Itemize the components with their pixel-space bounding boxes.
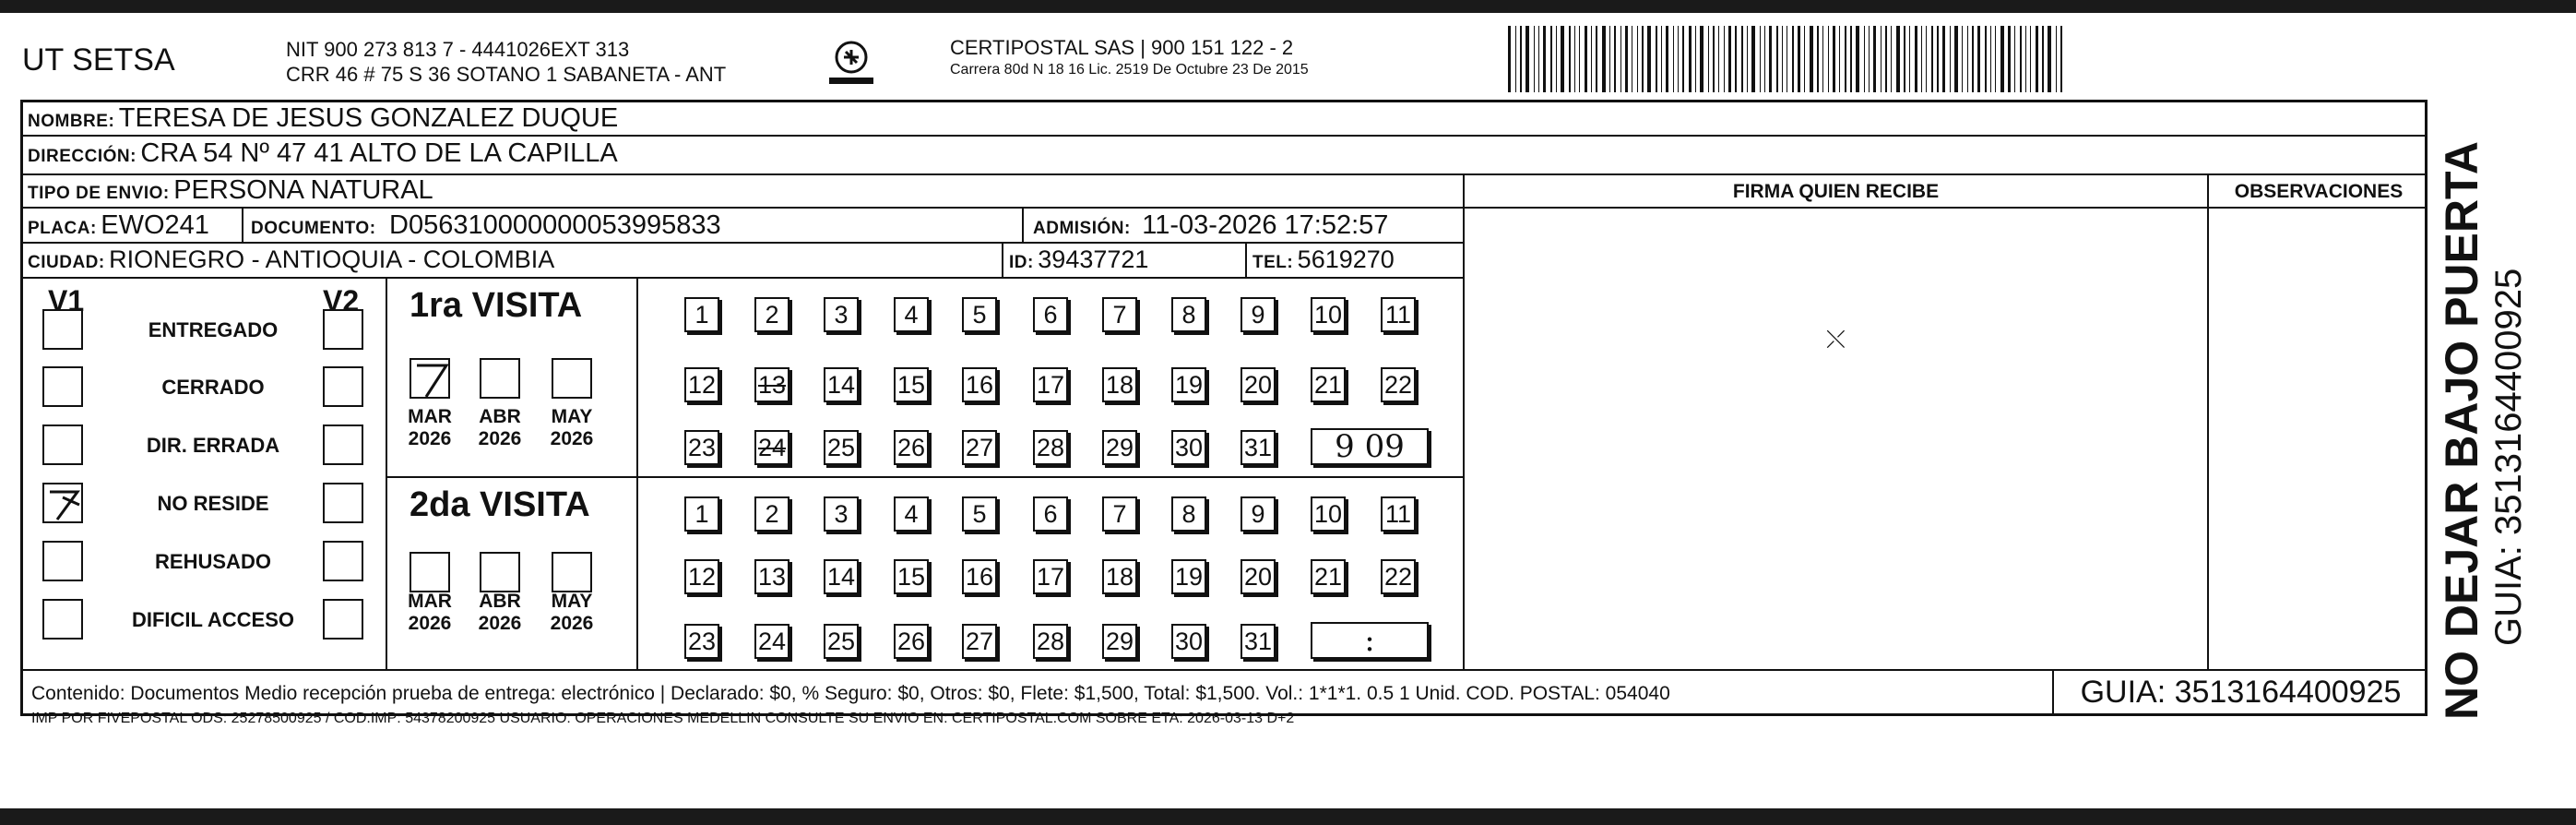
- v1-checkbox[interactable]: [42, 599, 83, 640]
- id-label: ID:: [1009, 253, 1034, 272]
- month-label: [400, 591, 459, 635]
- tel-value: 5619270: [1297, 245, 1395, 273]
- day-box-29[interactable]: 29: [1102, 624, 1137, 659]
- admission-field: [1033, 210, 1388, 241]
- v1-checkbox[interactable]: [42, 541, 83, 581]
- month-year: 2026: [550, 428, 594, 449]
- status-option-label: CERRADO: [161, 376, 265, 399]
- status-option-label: REHUSADO: [155, 550, 271, 573]
- divider: [1245, 242, 1247, 277]
- carrier-license: Carrera 80d N 18 16 Lic. 2519 De Octubre 23 De 2015: [950, 62, 1309, 78]
- day-box-31[interactable]: 31: [1241, 430, 1276, 465]
- day-box-21[interactable]: 21: [1311, 559, 1346, 594]
- month-checkbox-abr[interactable]: [480, 552, 520, 592]
- month-label: [470, 591, 529, 635]
- day-box-18[interactable]: 18: [1102, 367, 1137, 402]
- divider: [1002, 242, 1003, 277]
- day-box-10[interactable]: 10: [1311, 496, 1346, 532]
- day-box-31[interactable]: 31: [1241, 624, 1276, 659]
- carrier-info: [950, 37, 1309, 81]
- content-description: Contenido: Documentos Medio recepción prueba de entrega: electrónico | Declarado: $0, % Seguro: $0, Otros: $0, Flete: $1,500, Total: $1,500. Vol.: 1*1*1. 0.5 1 Unid. COD. POSTAL: 054040: [31, 683, 1670, 704]
- day-box-30[interactable]: 30: [1171, 624, 1206, 659]
- day-box-22[interactable]: 22: [1381, 367, 1416, 402]
- admission-value: 11-03-2026 17:52:57: [1142, 210, 1389, 240]
- month-year: 2026: [408, 613, 452, 634]
- v1-checkbox[interactable]: [42, 309, 83, 350]
- v2-checkbox[interactable]: [323, 424, 363, 465]
- v2-checkbox[interactable]: [323, 366, 363, 407]
- plate-field: [28, 210, 209, 241]
- v1-header: V1: [48, 284, 85, 317]
- document-value: D056310000000053995833: [389, 210, 721, 240]
- observations-column-title: OBSERVACIONES: [2234, 181, 2404, 202]
- day-box-9[interactable]: 9: [1241, 496, 1276, 532]
- v2-checkbox[interactable]: [323, 483, 363, 523]
- barcode: [1508, 26, 2209, 92]
- day-box-20[interactable]: 20: [1241, 559, 1276, 594]
- day-box-24-marked[interactable]: 24: [754, 430, 789, 465]
- day-box-7[interactable]: 7: [1102, 297, 1137, 332]
- city-label: CIUDAD:: [28, 253, 105, 272]
- day-box-2[interactable]: 2: [754, 496, 789, 532]
- signature-column-title: FIRMA QUIEN RECIBE: [1732, 181, 1940, 202]
- month-name: MAR: [408, 591, 452, 612]
- day-box-4[interactable]: 4: [894, 496, 929, 532]
- day-box-13[interactable]: 13: [754, 559, 789, 594]
- status-option-label: DIFICIL ACCESO: [131, 608, 294, 631]
- divider: [242, 207, 243, 242]
- day-box-26[interactable]: 26: [894, 430, 929, 465]
- admission-label: ADMISIÓN:: [1033, 219, 1131, 238]
- type-row: [28, 175, 433, 206]
- day-box-22[interactable]: 22: [1381, 559, 1416, 594]
- day-box-19[interactable]: 19: [1171, 559, 1206, 594]
- company-name: UT SETSA: [22, 42, 175, 78]
- company-address: CRR 46 # 75 S 36 SOTANO 1 SABANETA - ANT: [286, 63, 727, 86]
- day-box-17[interactable]: 17: [1033, 367, 1068, 402]
- tel-label: TEL:: [1252, 253, 1294, 272]
- address-label: DIRECCIÓN:: [28, 147, 137, 166]
- divider: [636, 277, 638, 670]
- month-year: 2026: [478, 428, 522, 449]
- address-row: [28, 138, 618, 169]
- day-box-11[interactable]: 11: [1381, 297, 1416, 332]
- id-field: [1009, 245, 1148, 274]
- day-box-20[interactable]: 20: [1241, 367, 1276, 402]
- status-option-label: DIR. ERRADA: [146, 434, 280, 457]
- month-name: ABR: [479, 591, 521, 612]
- month-label: [542, 406, 601, 450]
- v2-checkbox[interactable]: [323, 309, 363, 350]
- day-box-13-marked[interactable]: 13: [754, 367, 789, 402]
- company-nit: NIT 900 273 813 7 - 4441026EXT 313: [286, 38, 630, 61]
- document-label: DOCUMENTO:: [251, 219, 376, 238]
- visit-time-box[interactable]: :: [1311, 622, 1429, 659]
- day-box-11[interactable]: 11: [1381, 496, 1416, 532]
- day-box-23[interactable]: 23: [684, 430, 719, 465]
- day-box-28[interactable]: 28: [1033, 430, 1068, 465]
- divider: [386, 277, 387, 670]
- day-box-6[interactable]: 6: [1033, 496, 1068, 532]
- day-box-12[interactable]: 12: [684, 559, 719, 594]
- visit1-title: 1ra VISITA: [410, 286, 583, 325]
- day-box-2[interactable]: 2: [754, 297, 789, 332]
- document-field: [251, 210, 721, 241]
- month-checkbox-may[interactable]: [552, 552, 592, 592]
- month-label: [400, 406, 459, 450]
- day-box-7[interactable]: 7: [1102, 496, 1137, 532]
- id-value: 39437721: [1038, 245, 1149, 273]
- day-box-3[interactable]: 3: [824, 496, 859, 532]
- day-box-5[interactable]: 5: [962, 496, 997, 532]
- status-option-label: ENTREGADO: [148, 318, 279, 341]
- certipostal-logo: [824, 37, 879, 92]
- day-box-18[interactable]: 18: [1102, 559, 1137, 594]
- day-box-27[interactable]: 27: [962, 430, 997, 465]
- month-checkbox-mar[interactable]: [410, 358, 450, 399]
- day-box-5[interactable]: 5: [962, 297, 997, 332]
- day-box-30[interactable]: 30: [1171, 430, 1206, 465]
- day-box-16[interactable]: 16: [962, 367, 997, 402]
- day-box-26[interactable]: 26: [894, 624, 929, 659]
- day-box-27[interactable]: 27: [962, 624, 997, 659]
- day-box-3[interactable]: 3: [824, 297, 859, 332]
- day-box-10[interactable]: 10: [1311, 297, 1346, 332]
- month-label: [470, 406, 529, 450]
- month-name: MAR: [408, 406, 452, 427]
- divider: [20, 135, 2428, 137]
- city-field: [28, 245, 554, 274]
- day-box-14[interactable]: 14: [824, 559, 859, 594]
- day-box-29[interactable]: 29: [1102, 430, 1137, 465]
- day-box-8[interactable]: 8: [1171, 297, 1206, 332]
- day-box-4[interactable]: 4: [894, 297, 929, 332]
- carrier-name: CERTIPOSTAL SAS | 900 151 122 - 2: [950, 36, 1294, 59]
- no-dejar-warning: NO DEJAR BAJO PUERTA: [2436, 141, 2487, 720]
- day-box-1[interactable]: 1: [684, 297, 719, 332]
- visit-time-box[interactable]: 9 09: [1311, 428, 1429, 465]
- type-value: PERSONA NATURAL: [173, 175, 433, 205]
- guia-number: GUIA: 3513164400925: [2052, 669, 2428, 716]
- month-year: 2026: [478, 613, 522, 634]
- tel-field: [1252, 245, 1395, 274]
- day-box-1[interactable]: 1: [684, 496, 719, 532]
- divider: [1022, 207, 1024, 242]
- visit2-title: 2da VISITA: [410, 485, 590, 524]
- month-year: 2026: [550, 613, 594, 634]
- v2-checkbox[interactable]: [323, 599, 363, 640]
- v2-checkbox[interactable]: [323, 541, 363, 581]
- plate-label: PLACA:: [28, 219, 97, 238]
- month-checkbox-abr[interactable]: [480, 358, 520, 399]
- day-box-24[interactable]: 24: [754, 624, 789, 659]
- day-box-14[interactable]: 14: [824, 367, 859, 402]
- divider: [20, 277, 1465, 279]
- day-box-25[interactable]: 25: [824, 430, 859, 465]
- print-info: IMP POR FIVEPOSTAL ODS: 25278500925 / COD.IMP: 54378200925 USUARIO: OPERACIONES MEDELLIN CONSULTE SU ENVIO EN: CERTIPOSTAL.COM SOBRE ETA: 2026-03-13 D+2: [31, 711, 1295, 726]
- v1-checkbox[interactable]: [42, 366, 83, 407]
- name-label: NOMBRE:: [28, 112, 115, 131]
- divider: [2207, 173, 2209, 670]
- day-box-15[interactable]: 15: [894, 559, 929, 594]
- v1-checkbox-checked[interactable]: [42, 483, 83, 523]
- month-label: [542, 591, 601, 635]
- day-box-8[interactable]: 8: [1171, 496, 1206, 532]
- side-guia-number: GUIA: 3513164400925: [2488, 268, 2529, 646]
- bottom-edge-bar: [0, 808, 2576, 825]
- signature-mark: ⤬: [1826, 325, 1846, 353]
- day-box-19[interactable]: 19: [1171, 367, 1206, 402]
- divider: [386, 476, 1463, 478]
- name-row: [28, 103, 618, 134]
- month-name: MAY: [551, 591, 593, 612]
- month-name: MAY: [551, 406, 593, 427]
- day-box-23[interactable]: 23: [684, 624, 719, 659]
- name-value: TERESA DE JESUS GONZALEZ DUQUE: [118, 103, 619, 133]
- day-box-17[interactable]: 17: [1033, 559, 1068, 594]
- city-value: RIONEGRO - ANTIOQUIA - COLOMBIA: [109, 245, 555, 273]
- day-box-9[interactable]: 9: [1241, 297, 1276, 332]
- v1-checkbox[interactable]: [42, 424, 83, 465]
- address-value: CRA 54 Nº 47 41 ALTO DE LA CAPILLA: [140, 138, 618, 168]
- company-info: [286, 37, 726, 87]
- divider: [1463, 173, 1465, 670]
- day-box-28[interactable]: 28: [1033, 624, 1068, 659]
- divider: [20, 242, 1465, 244]
- month-checkbox-may[interactable]: [552, 358, 592, 399]
- status-option-label: NO RESIDE: [157, 492, 269, 515]
- side-notice: [2435, 111, 2573, 720]
- divider: [20, 207, 2428, 209]
- month-year: 2026: [408, 428, 452, 449]
- day-box-21[interactable]: 21: [1311, 367, 1346, 402]
- v2-header: V2: [323, 284, 360, 317]
- top-edge-bar: [0, 0, 2576, 13]
- day-box-15[interactable]: 15: [894, 367, 929, 402]
- month-checkbox-mar[interactable]: [410, 552, 450, 592]
- plate-value: EWO241: [101, 210, 209, 240]
- day-box-6[interactable]: 6: [1033, 297, 1068, 332]
- month-name: ABR: [479, 406, 521, 427]
- day-box-12[interactable]: 12: [684, 367, 719, 402]
- day-box-25[interactable]: 25: [824, 624, 859, 659]
- type-label: TIPO DE ENVIO:: [28, 184, 170, 203]
- day-box-16[interactable]: 16: [962, 559, 997, 594]
